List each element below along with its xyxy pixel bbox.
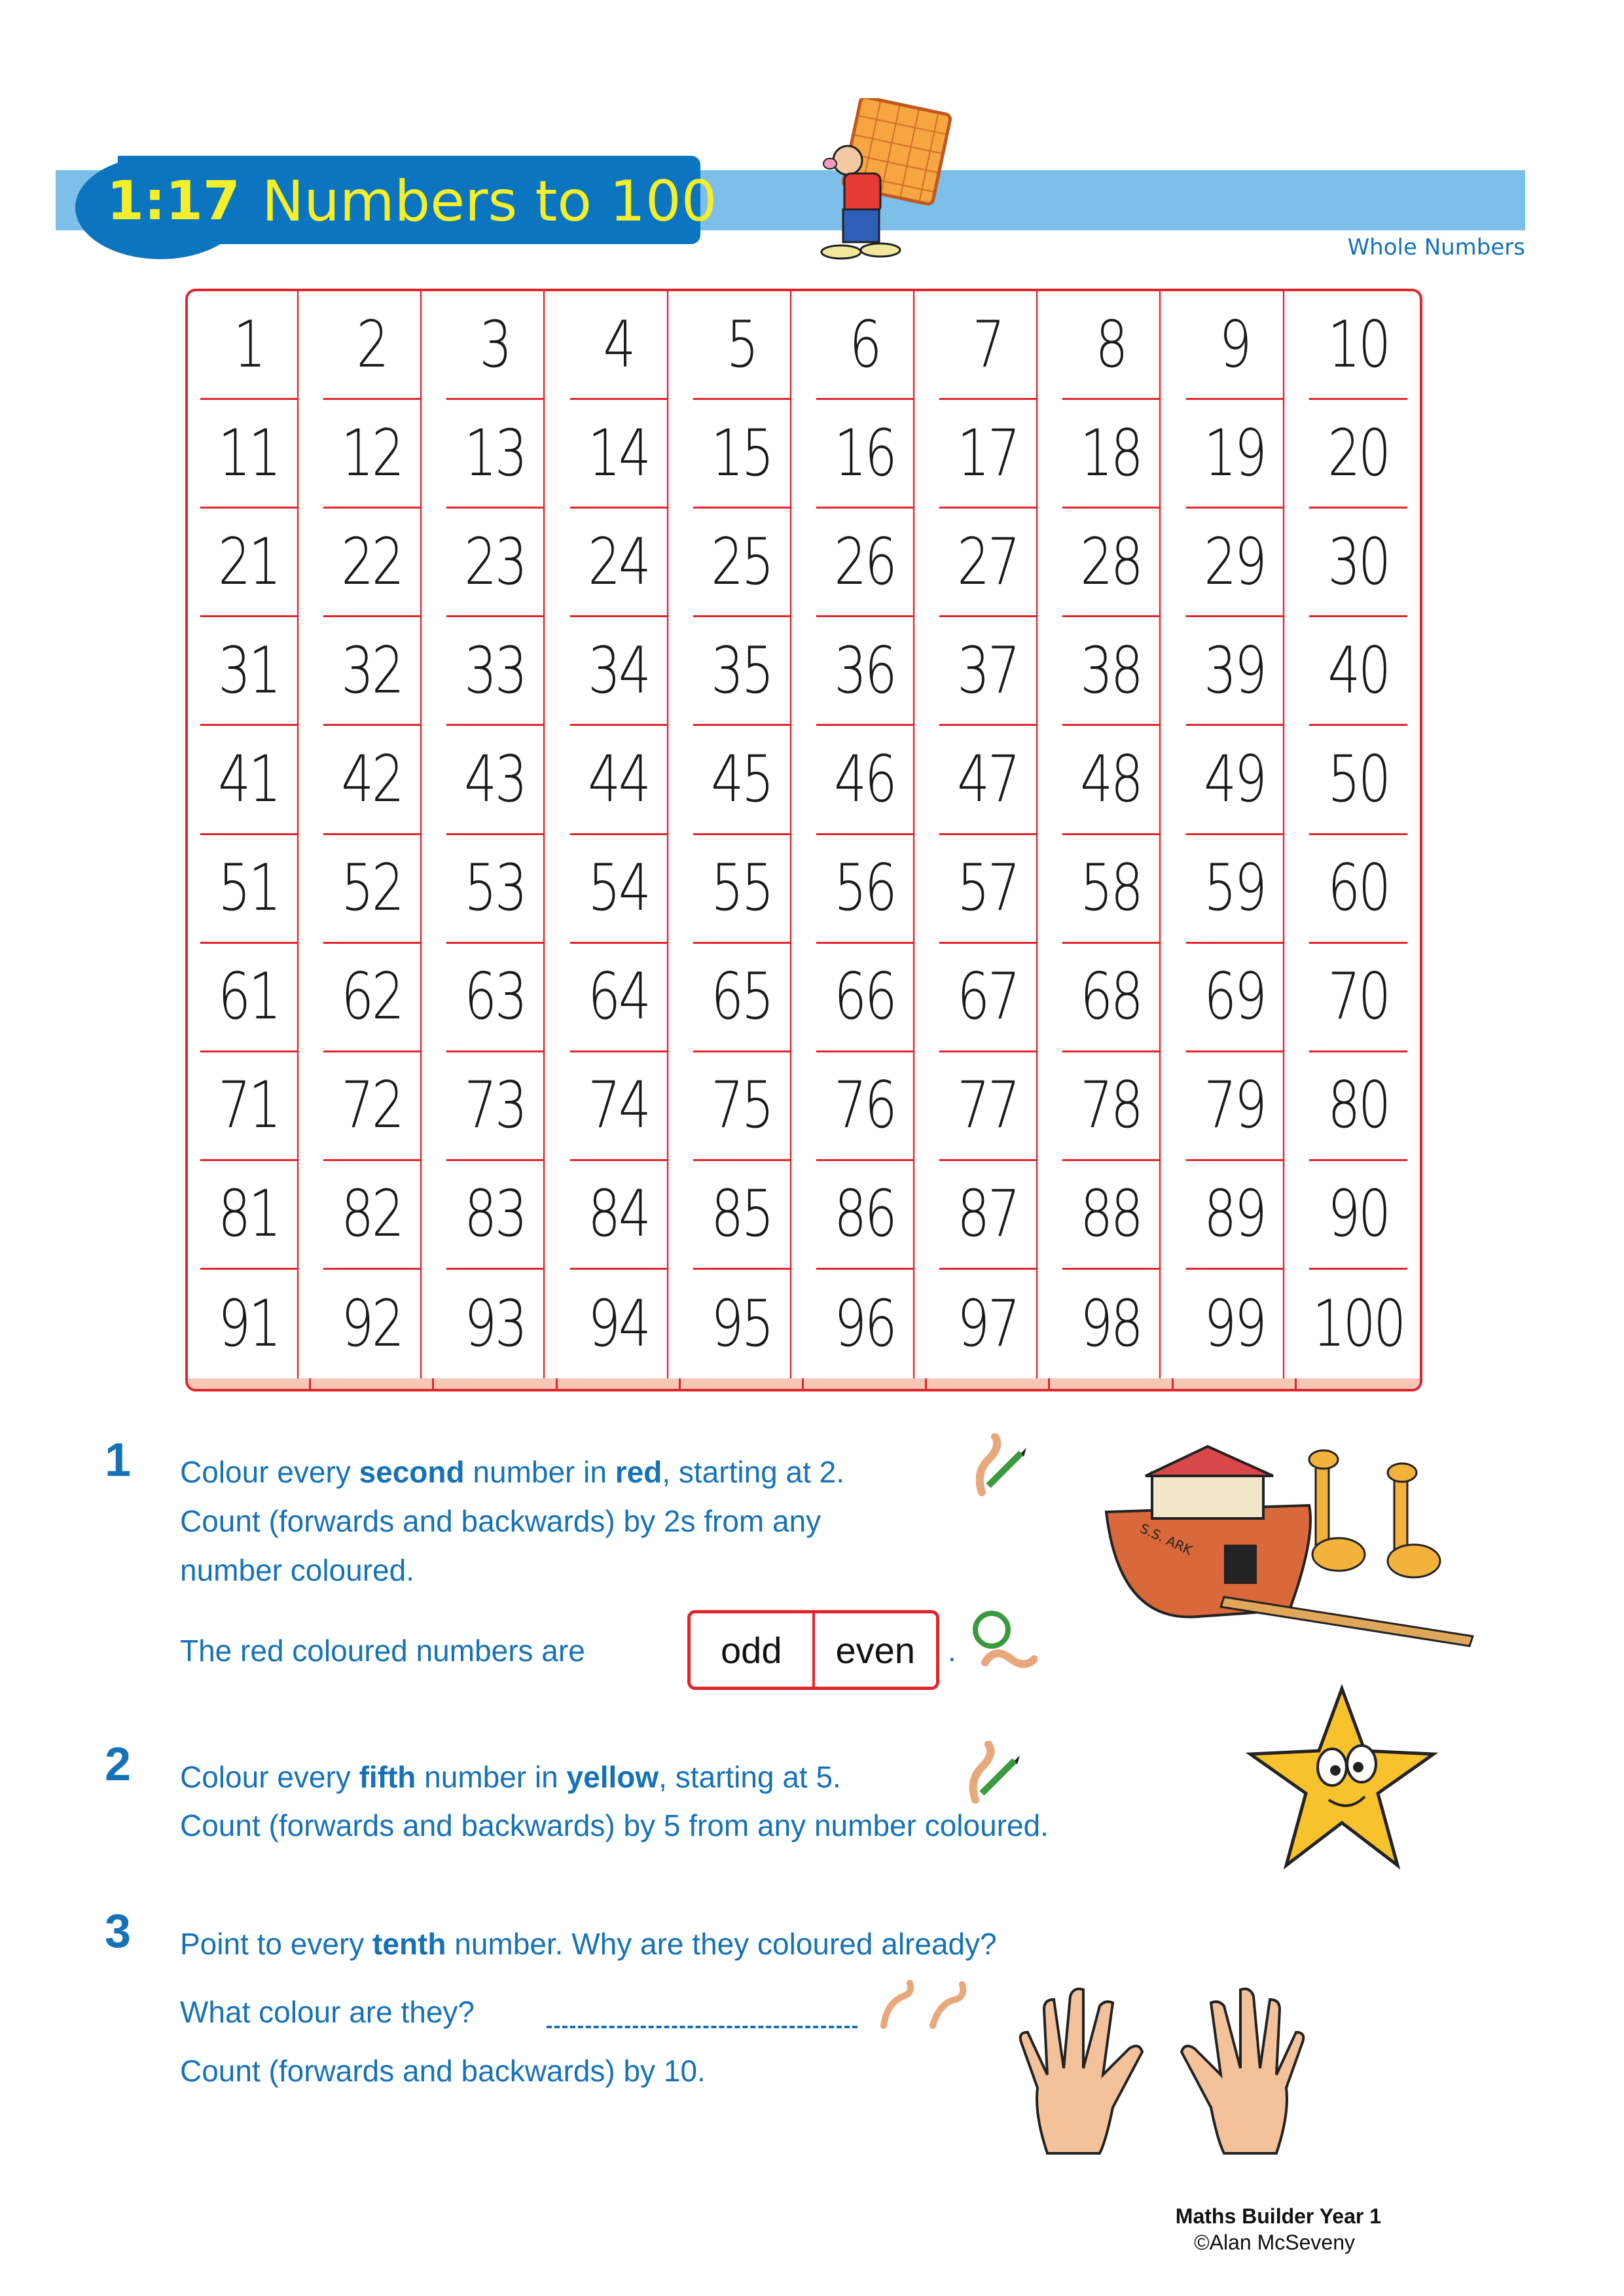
chart-bottom-shade: [558, 1378, 681, 1389]
chart-cell[interactable]: 47: [939, 726, 1038, 834]
chart-cell[interactable]: 60: [1309, 835, 1408, 944]
chart-cell[interactable]: 10: [1309, 291, 1408, 400]
chart-cell[interactable]: 89: [1185, 1161, 1284, 1270]
chart-cell[interactable]: 15: [693, 400, 792, 509]
chart-cell[interactable]: 95: [693, 1270, 792, 1378]
chart-cell[interactable]: 27: [939, 509, 1038, 617]
chart-bottom-shade: [1050, 1378, 1173, 1389]
chart-bottom-shade: [311, 1378, 434, 1389]
chart-bottom-shade: [188, 1378, 311, 1389]
chart-cell[interactable]: 43: [446, 726, 545, 834]
chart-cell[interactable]: 64: [569, 944, 668, 1052]
starfish-illustration: [1244, 1682, 1440, 1878]
footer-book-title: Maths Builder Year 1: [1175, 2204, 1381, 2228]
chart-cell[interactable]: 63: [446, 944, 545, 1052]
chart-cell[interactable]: 38: [1062, 617, 1161, 726]
chart-cell[interactable]: 25: [693, 509, 792, 617]
chart-cell[interactable]: 57: [939, 835, 1038, 944]
chart-cell[interactable]: 98: [1062, 1270, 1161, 1378]
chart-cell[interactable]: 29: [1185, 509, 1284, 617]
chart-cell[interactable]: 18: [1062, 400, 1161, 509]
chart-cell[interactable]: 66: [816, 944, 915, 1052]
chart-cell[interactable]: 7: [939, 291, 1038, 400]
question-2-line-1: Colour every fifth number in yellow, starting at 5.: [180, 1760, 841, 1794]
chart-cell[interactable]: 39: [1185, 617, 1284, 726]
chart-cell[interactable]: 88: [1062, 1161, 1161, 1270]
chart-cell[interactable]: 8: [1062, 291, 1161, 400]
question-1-period: .: [948, 1634, 956, 1668]
chart-cell[interactable]: 3: [446, 291, 545, 400]
chart-cell[interactable]: 11: [200, 400, 299, 509]
question-2-number: 2: [105, 1738, 132, 1791]
chart-cell[interactable]: 26: [816, 509, 915, 617]
chart-cell[interactable]: 22: [323, 509, 422, 617]
chart-cell[interactable]: 28: [1062, 509, 1161, 617]
chart-cell[interactable]: 23: [446, 509, 545, 617]
chart-cell[interactable]: 68: [1062, 944, 1161, 1052]
chart-cell[interactable]: 92: [323, 1270, 422, 1378]
chart-cell[interactable]: 74: [569, 1052, 668, 1161]
chart-cell[interactable]: 83: [446, 1161, 545, 1270]
chart-cell[interactable]: 53: [446, 835, 545, 944]
ark-label: S.S. ARK: [1137, 1520, 1195, 1558]
question-1-line-3: number coloured.: [180, 1553, 414, 1587]
chart-cell[interactable]: 78: [1062, 1052, 1161, 1161]
chart-cell[interactable]: 70: [1309, 944, 1408, 1052]
odd-even-choice[interactable]: [687, 1610, 939, 1690]
chart-bottom-shade: [1297, 1378, 1420, 1389]
chart-cell[interactable]: 37: [939, 617, 1038, 726]
chart-cell[interactable]: 76: [816, 1052, 915, 1161]
chart-cell[interactable]: 9: [1185, 291, 1284, 400]
chart-cell[interactable]: 12: [323, 400, 422, 509]
chart-cell[interactable]: 90: [1309, 1161, 1408, 1270]
chart-cell[interactable]: 24: [569, 509, 668, 617]
chart-cell[interactable]: 58: [1062, 835, 1161, 944]
chart-cell[interactable]: 94: [569, 1270, 668, 1378]
chart-cell[interactable]: 73: [446, 1052, 545, 1161]
chart-cell[interactable]: 84: [569, 1161, 668, 1270]
chart-cell[interactable]: 86: [816, 1161, 915, 1270]
question-3-line-1: Point to every tenth number. Why are they coloured already?: [180, 1927, 997, 1961]
chart-cell[interactable]: 75: [693, 1052, 792, 1161]
chart-cell[interactable]: 13: [446, 400, 545, 509]
chart-cell[interactable]: 4: [569, 291, 668, 400]
chart-cell[interactable]: 19: [1185, 400, 1284, 509]
question-1-number: 1: [105, 1434, 132, 1486]
chart-cell[interactable]: 91: [200, 1270, 299, 1378]
chart-cell[interactable]: 69: [1185, 944, 1284, 1052]
chart-cell[interactable]: 97: [939, 1270, 1038, 1378]
chart-cell[interactable]: 6: [816, 291, 915, 400]
chart-cell[interactable]: 54: [569, 835, 668, 944]
chart-cell[interactable]: 16: [816, 400, 915, 509]
question-3-line-2: What colour are they?: [180, 1995, 475, 2029]
option-even[interactable]: even: [835, 1629, 915, 1671]
chart-cell[interactable]: 46: [816, 726, 915, 834]
chart-cell[interactable]: 14: [569, 400, 668, 509]
section-label: Whole Numbers: [1347, 234, 1525, 260]
chart-cell[interactable]: 79: [1185, 1052, 1284, 1161]
worm-magnifier-icon: [965, 1607, 1038, 1672]
chart-cell[interactable]: 82: [323, 1161, 422, 1270]
option-odd[interactable]: odd: [691, 1613, 815, 1687]
chart-cell[interactable]: 51: [200, 835, 299, 944]
chart-cell[interactable]: 56: [816, 835, 915, 944]
chart-cell[interactable]: 67: [939, 944, 1038, 1052]
chart-cell[interactable]: 34: [569, 617, 668, 726]
chart-cell[interactable]: 65: [693, 944, 792, 1052]
chart-cell[interactable]: 5: [693, 291, 792, 400]
question-1-line-1: Colour every second number in red, starting at 2.: [180, 1455, 845, 1489]
two-worms-icon: [874, 1977, 985, 2032]
footer-copyright: ©Alan McSeveny: [1194, 2231, 1355, 2254]
chart-cell[interactable]: 1: [200, 291, 299, 400]
chart-cell[interactable]: 71: [200, 1052, 299, 1161]
chart-cell[interactable]: 62: [323, 944, 422, 1052]
worm-pencil-icon: [962, 1741, 1021, 1806]
chart-cell[interactable]: 55: [693, 835, 792, 944]
chart-cell[interactable]: 77: [939, 1052, 1038, 1161]
chart-bottom-shade: [434, 1378, 557, 1389]
chart-cell[interactable]: 30: [1309, 509, 1408, 617]
hundreds-chart: [185, 289, 1422, 1391]
chart-cell[interactable]: 21: [200, 509, 299, 617]
chart-cell[interactable]: 93: [446, 1270, 545, 1378]
question-1-line-2: Count (forwards and backwards) by 2s from any: [180, 1504, 821, 1538]
chart-cell[interactable]: 36: [816, 617, 915, 726]
chart-cell[interactable]: 72: [323, 1052, 422, 1161]
chart-cell[interactable]: 41: [200, 726, 299, 834]
chart-bottom-shade: [681, 1378, 804, 1389]
chart-cell[interactable]: 96: [816, 1270, 915, 1378]
question-2-line-2: Count (forwards and backwards) by 5 from any number coloured.: [180, 1808, 1049, 1842]
chart-cell[interactable]: 17: [939, 400, 1038, 509]
question-3-number: 3: [105, 1905, 132, 1958]
chart-cell[interactable]: 52: [323, 835, 422, 944]
chart-cell[interactable]: 33: [446, 617, 545, 726]
question-3-line-3: Count (forwards and backwards) by 10.: [180, 2054, 706, 2088]
chart-cell[interactable]: 40: [1309, 617, 1408, 726]
two-hands-illustration: [1008, 1983, 1316, 2160]
worm-pencil-icon: [969, 1433, 1028, 1499]
chart-cell[interactable]: 31: [200, 617, 299, 726]
mascot-carrying-block-illustration: [812, 98, 962, 275]
chart-cell[interactable]: 32: [323, 617, 422, 726]
chart-cell[interactable]: 48: [1062, 726, 1161, 834]
chart-cell[interactable]: 50: [1309, 726, 1408, 834]
chart-cell[interactable]: 99: [1185, 1270, 1284, 1378]
chart-cell[interactable]: 20: [1309, 400, 1408, 509]
chart-cell[interactable]: 2: [323, 291, 422, 400]
question-1-line-4: The red coloured numbers are: [180, 1634, 585, 1668]
chart-bottom-shade: [1174, 1378, 1297, 1389]
chart-cell[interactable]: 42: [323, 726, 422, 834]
chart-cell[interactable]: 35: [693, 617, 792, 726]
page-title: Numbers to 100: [262, 169, 717, 234]
chart-bottom-shade: [804, 1378, 927, 1389]
chart-cell[interactable]: 100: [1312, 1286, 1404, 1361]
chart-cell[interactable]: 80: [1309, 1052, 1408, 1161]
chart-cell[interactable]: 87: [939, 1161, 1038, 1270]
chart-cell[interactable]: 59: [1185, 835, 1284, 944]
chart-cell[interactable]: 81: [200, 1161, 299, 1270]
noahs-ark-giraffes-illustration: [1093, 1440, 1479, 1649]
chart-cell[interactable]: 49: [1185, 726, 1284, 834]
chart-cell[interactable]: 61: [200, 944, 299, 1052]
chart-cell[interactable]: 85: [693, 1161, 792, 1270]
chart-cell[interactable]: 45: [693, 726, 792, 834]
answer-line[interactable]: [547, 2026, 857, 2028]
lesson-number: 1:17: [107, 170, 240, 232]
chart-cell[interactable]: 44: [569, 726, 668, 834]
chart-bottom-shade: [927, 1378, 1050, 1389]
